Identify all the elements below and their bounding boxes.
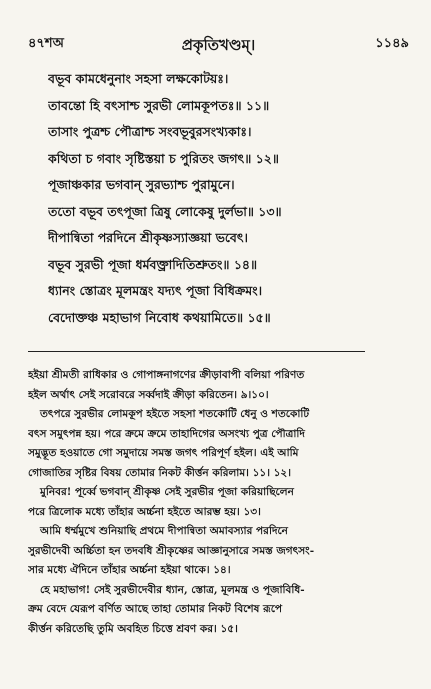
section-divider xyxy=(28,351,365,352)
running-title: প্রকৃতিখণ্ডম্। xyxy=(181,36,256,54)
page-number: ১১৪৯ xyxy=(375,36,409,51)
commentary-line: আমি ধর্ম্মমুখে শুনিয়াছি প্রথমে দীপান্বিতা অমাবস্যার পরদিনে xyxy=(40,525,288,537)
commentary-line: কীর্ত্তন করিতেছি তুমি অবহিত চিত্তে শ্রবণ কর। ১৫। xyxy=(28,622,238,635)
commentary-line: সুরভীদেবী অর্চ্চিতা হন তদবধি শ্রীকৃষ্ণের আজ্ঞানুসারে সমস্ত জগৎসং- xyxy=(28,544,315,557)
verse-line: বভূব সুরভী পূজা ধর্মবক্ত্রাদিতিশ্রুতং॥ ১৪॥ xyxy=(48,256,258,272)
commentary-line: পরে ত্রিলোক মধ্যে তাঁহার অর্চ্চনা হইতে আরম্ভ হয়। ১৩। xyxy=(28,505,261,518)
commentary-line: ক্রম বেদে যেরূপ বর্ণিত আছে তাহা তোমার নিকট বিশেষ রূপে xyxy=(28,603,283,615)
sanskrit-verses xyxy=(48,66,409,331)
commentary-line: সমুদ্ভূত হওয়াতে গো সমুদায়ে সমস্ত জগৎ পরিপূর্ণ হইল। এই আমি xyxy=(28,447,299,459)
bengali-commentary xyxy=(28,366,411,639)
verse-line: বেদোক্তঞ্চ মহাভাগ নিবোধ কথয়ামিতে॥ ১৫॥ xyxy=(48,309,271,325)
page-header xyxy=(28,34,409,56)
commentary-line: হইয়া শ্রীমতী রাধিকার ও গোপাঙ্গনাগণের ক্রীড়াবাপী বলিয়া পরিণত xyxy=(28,369,305,381)
commentary-line: হইল অর্থাৎ সেই সরোবরে সর্ব্বদাই ক্রীড়া করিতেন। ৯।১০। xyxy=(28,388,269,401)
verse-line: ততো বভূব তৎপূজা ত্রিষু লোকেষু দুর্লভা॥ ১৩॥ xyxy=(48,203,282,219)
commentary-line: বৎস সমুৎপন্ন হয়। পরে ক্রমে ক্রমে তাহাদিগের অসংখ্য পুত্র পৌত্রাদি xyxy=(28,427,305,440)
verse-line: দীপান্বিতা পরদিনে শ্রীকৃষ্ণস্যাজ্ঞয়া ভবেৎ। xyxy=(48,230,249,245)
verse-line: তাবন্তো হি বৎসাশ্চ সুরভী লোমকূপতঃ॥ ১১॥ xyxy=(48,97,270,113)
verse-line: ধ্যানং স্তোত্রং মূলমন্ত্রং যদ্যৎ পূজা বিধিক্রমং। xyxy=(48,283,263,298)
verse-line: তাসাং পুত্রশ্চ পৌত্রাশ্চ সংবভূবুরসংখ্যকাঃ। xyxy=(48,124,252,139)
commentary-line: হে মহাভাগ! সেই সুরভীদেবীর ধ্যান, স্তোত্র, মূলমন্ত্র ও পূজাবিধি- xyxy=(40,583,305,596)
verse-line: পূজাঞ্চকার ভগবান্ সুরভ্যাশ্চ পুরামুনে। xyxy=(48,177,235,192)
chapter-number: ৪৭শঅ xyxy=(28,36,64,51)
commentary-line: তৎপরে সুরভীর লোমকূপ হইতে সহসা শতকোটি ধেনু ও শতকোটি xyxy=(40,408,310,420)
verse-line: বভূব কামধেনুনাং সহসা লক্ষকোটয়ঃ। xyxy=(48,71,229,86)
commentary-line: সার মধ্যে ঐদিনে তাঁহার অর্চ্চনা হইয়া থাকে। ১৪। xyxy=(28,564,231,576)
verse-line: কথিতা চ গবাং সৃষ্টিস্তয়া চ পুরিতং জগৎ॥ ১২॥ xyxy=(48,150,279,166)
commentary-line: গোজাতির সৃষ্টির বিষয় তোমার নিকট কীর্ত্তন করিলাম। ১১। ১২। xyxy=(28,466,292,479)
commentary-line: মুনিবর! পূর্ব্বে ভগবান্ শ্রীকৃষ্ণ সেই সুরভীর পূজা করিয়াছিলেন xyxy=(40,486,294,498)
